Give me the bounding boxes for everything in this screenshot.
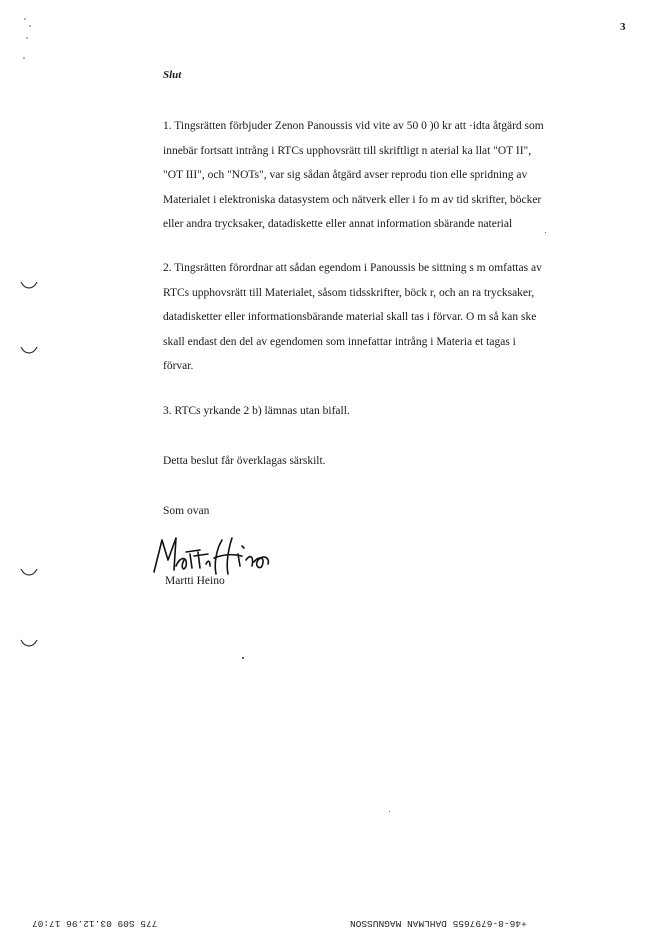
punch-hole-mark [20, 280, 38, 290]
punch-hole-mark [20, 638, 38, 648]
paragraph-1 [163, 114, 633, 237]
speck [389, 811, 390, 812]
section-heading: Slut [163, 69, 182, 81]
handwritten-signature [150, 530, 310, 580]
paragraph-4 [163, 449, 633, 474]
fax-footer-timestamp: 775 S09 03.12.96 17:07 [32, 918, 158, 929]
punch-hole-mark [20, 567, 38, 577]
paragraph-2 [163, 256, 633, 379]
closing-line [163, 499, 633, 524]
text-line: förvar. [163, 360, 194, 372]
text-line: 2. Tingsrätten förordnar att sådan egendom i Panoussis be sittning s m omfattas av [163, 262, 542, 274]
text-line: 1. Tingsrätten förbjuder Zenon Panoussis vid vite av 50 0 )0 kr att ·idta åtgärd som [163, 120, 544, 132]
paragraph-3 [163, 399, 633, 424]
margin-speck-marks [22, 16, 36, 66]
text-line: 3. RTCs yrkande 2 b) lämnas utan bifall. [163, 405, 350, 417]
punch-hole-mark [20, 345, 38, 355]
text-line: Materialet i elektroniska datasystem och nätverk eller i fo m av tid skrifter, böcker [163, 193, 542, 206]
text-line: RTCs upphovsrätt till Materialet, såsom tidsskrifter, böck r, och an ra trycksaker, [163, 286, 535, 299]
fax-footer-sender: +46-8-6797655 DAHLMAN MAGNUSSON [350, 918, 527, 929]
text-line: skall endast den del av egendomen som innefattar intrång i Materia et tagas i [163, 335, 516, 348]
page-number: 3 [620, 21, 626, 33]
speck [545, 232, 546, 233]
text-line: Detta beslut får överklagas särskilt. [163, 455, 326, 467]
signer-name: Martti Heino [165, 575, 225, 587]
text-line: datadisketter eller informationsbärande material skall tas i förvar. O m så kan ske [163, 311, 537, 323]
speck [242, 657, 244, 659]
text-line: eller andra trycksaker, datadiskette eller annat information sbärande naterial [163, 218, 513, 230]
text-line: "OT III", och "NOTs", var sig sådan åtgärd avser reprodu tion elle spridning av [163, 169, 528, 181]
text-line: Som ovan [163, 505, 210, 517]
text-line: innebär fortsatt intrång i RTCs upphovsrätt till skriftligt n aterial ka llat "OT II", [163, 144, 532, 157]
